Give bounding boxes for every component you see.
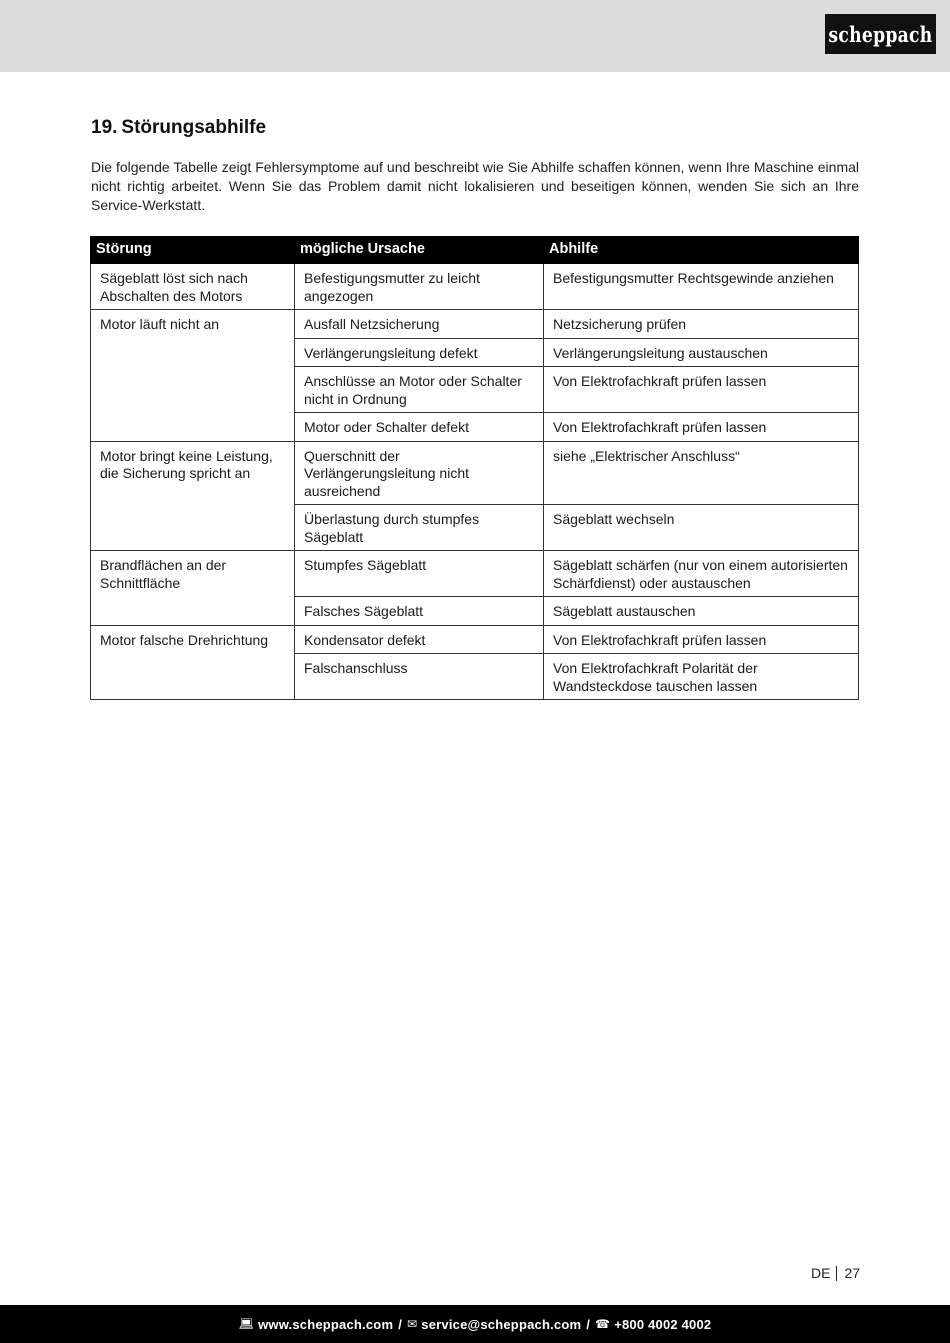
page-separator	[836, 1266, 837, 1281]
table-row	[91, 310, 859, 339]
footer-email[interactable]: service@scheppach.com	[421, 1316, 582, 1332]
header-band	[0, 0, 950, 72]
remedy-cell: Sägeblatt austauschen	[544, 597, 859, 626]
page-number-value: 27	[844, 1265, 861, 1281]
footer-website[interactable]: www.scheppach.com	[258, 1316, 394, 1332]
page-number	[811, 1265, 860, 1281]
cause-cell: Anschlüsse an Motor oder Schalter nicht in Ordnung	[295, 367, 544, 413]
troubleshooting-table	[90, 236, 859, 700]
table-row	[91, 264, 859, 310]
footer-separator: /	[398, 1316, 403, 1332]
cause-cell: Falschanschluss	[295, 654, 544, 700]
fault-cell: Motor falsche Drehrichtung	[91, 625, 295, 700]
remedy-cell: Sägeblatt wechseln	[544, 505, 859, 551]
remedy-cell: Von Elektrofachkraft prüfen lassen	[544, 367, 859, 413]
remedy-cell: Sägeblatt schärfen (nur von einem autorisierten Schärfdienst) oder austauschen	[544, 551, 859, 597]
cause-cell: Ausfall Netzsicherung	[295, 310, 544, 339]
section-number: 19.	[91, 117, 118, 138]
remedy-cell: Netzsicherung prüfen	[544, 310, 859, 339]
fault-cell: Motor läuft nicht an	[91, 310, 295, 442]
cause-cell: Befestigungsmutter zu leicht angezogen	[295, 264, 544, 310]
remedy-cell: Von Elektrofachkraft prüfen lassen	[544, 625, 859, 654]
footer-separator: /	[586, 1316, 591, 1332]
cause-cell: Stumpfes Sägeblatt	[295, 551, 544, 597]
table-body	[91, 264, 859, 700]
remedy-cell: siehe „Elektrischer Anschluss“	[544, 441, 859, 505]
remedy-cell: Von Elektrofachkraft Polarität der Wandsteckdose tauschen lassen	[544, 654, 859, 700]
footer-band	[0, 1305, 950, 1343]
cause-cell: Verlängerungsleitung defekt	[295, 338, 544, 367]
fault-cell: Brandflächen an der Schnittfläche	[91, 551, 295, 626]
fault-cell: Sägeblatt löst sich nach Abschalten des Motors	[91, 264, 295, 310]
fault-cell: Motor bringt keine Leistung, die Sicherung spricht an	[91, 441, 295, 551]
remedy-cell: Befestigungsmutter Rechtsgewinde anziehen	[544, 264, 859, 310]
cause-cell: Querschnitt der Verlängerungsleitung nicht ausreichend	[295, 441, 544, 505]
intro-paragraph: Die folgende Tabelle zeigt Fehlersymptome auf und beschreibt wie Sie Abhilfe schaffen können, wenn Ihre Maschine einmal nicht richtig arbeitet. Wenn Sie das Problem damit nicht lokalisieren und beseitigen können, wenden Sie sich an Ihre Service-Werkstatt.	[91, 159, 859, 213]
table-row	[91, 625, 859, 654]
cause-cell: Motor oder Schalter defekt	[295, 413, 544, 442]
cause-cell: Falsches Sägeblatt	[295, 597, 544, 626]
table-row	[91, 551, 859, 597]
table-header-row	[91, 237, 859, 264]
section-title	[91, 117, 266, 139]
footer-phone[interactable]: +800 4002 4002	[614, 1316, 712, 1332]
laptop-icon: 💻︎	[238, 1317, 255, 1331]
envelope-icon: ✉︎	[407, 1317, 418, 1331]
section-title-text: Störungsabhilfe	[121, 117, 267, 138]
table-row	[91, 441, 859, 505]
header-cell-cause: mögliche Ursache	[295, 237, 544, 264]
phone-icon: ☎︎	[595, 1317, 611, 1331]
header-cell-fault: Störung	[91, 237, 295, 264]
remedy-cell: Verlängerungsleitung austauschen	[544, 338, 859, 367]
scheppach-logo: scheppach	[825, 14, 936, 54]
header-cell-remedy: Abhilfe	[544, 237, 859, 264]
cause-cell: Kondensator defekt	[295, 625, 544, 654]
cause-cell: Überlastung durch stumpfes Sägeblatt	[295, 505, 544, 551]
page-language: DE	[811, 1265, 831, 1281]
remedy-cell: Von Elektrofachkraft prüfen lassen	[544, 413, 859, 442]
